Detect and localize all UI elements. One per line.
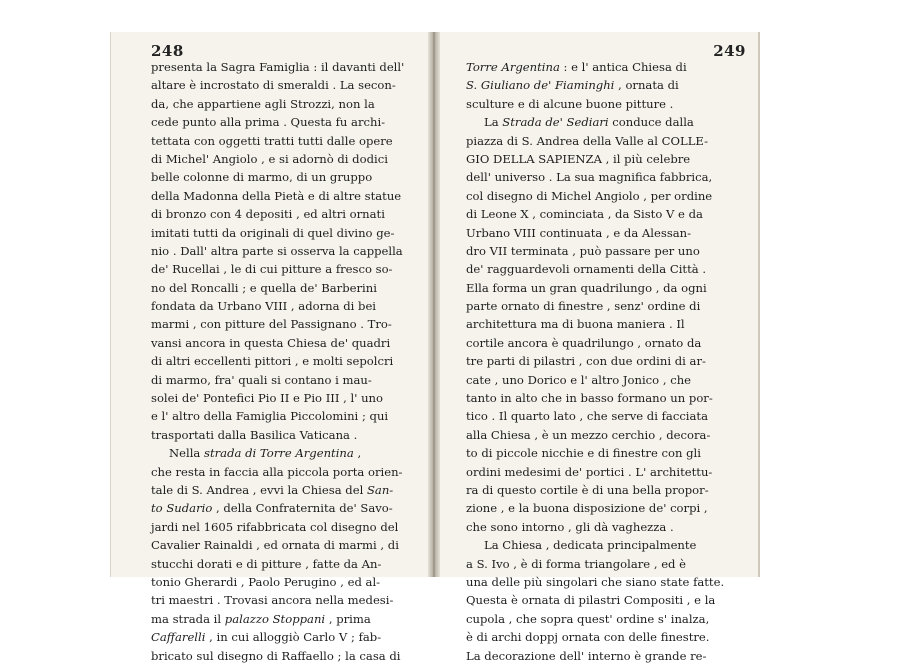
text-line: tri maestri . Trovasi ancora nella medesi- xyxy=(151,593,394,608)
text-line: de' ragguardevoli ornamenti della Città . xyxy=(466,262,707,277)
text-segment: : e l' antica Chiesa di xyxy=(559,60,687,74)
text-line: imitati tutti da originali di quel divino ge- xyxy=(151,225,395,240)
left-page xyxy=(110,32,429,663)
text-line: cortile ancora è quadrilungo , ornato da xyxy=(466,335,702,350)
text-line: piazza di S. Andrea della Valle al COLLE- xyxy=(466,133,708,148)
text-line: to di piccole nicchie e di finestre con gli xyxy=(466,446,701,461)
italic-segment: S. Giuliano de' Fiaminghi xyxy=(466,78,615,93)
text-segment: conduce dalla xyxy=(608,115,694,130)
right-page-text xyxy=(466,58,730,665)
italic-segment: San- xyxy=(366,482,394,497)
text-line xyxy=(151,444,395,462)
text-segment: , xyxy=(353,446,362,461)
text-line xyxy=(151,628,395,646)
text-line: Cavalier Rainaldi , ed ornata di marmi , di xyxy=(151,538,399,553)
text-line: di altri eccellenti pittori , e molti sepolcri xyxy=(151,354,394,369)
text-line xyxy=(151,499,395,517)
text-line: col disegno di Michel Angiolo , per ordine xyxy=(466,188,713,203)
text-line: tonio Gherardi , Paolo Perugino , ed al- xyxy=(151,574,381,589)
text-line: alla Chiesa , è un mezzo cerchio , decora- xyxy=(466,427,711,442)
text-segment: ma strada il xyxy=(151,611,225,626)
text-line: fondata da Urbano VIII , adorna di bei xyxy=(151,299,377,314)
text-line: stucchi dorati e di pitture , fatte da An- xyxy=(151,556,382,571)
text-line: di marmo, fra' quali si contano i mau- xyxy=(151,372,372,387)
text-line: tanto in alto che in basso formano un por- xyxy=(466,391,713,406)
book-gutter xyxy=(428,32,440,577)
text-line: tettata con oggetti tratti tutti dalle opere xyxy=(151,133,393,148)
text-line xyxy=(151,481,395,499)
left-page-number: 248 xyxy=(151,42,184,60)
text-segment: La xyxy=(484,115,503,130)
text-line xyxy=(466,76,730,94)
text-segment: tale di S. Andrea , evvi la Chiesa del xyxy=(151,482,367,497)
right-page xyxy=(440,32,760,663)
text-line: della Madonna della Pietà e di altre statue xyxy=(151,188,402,203)
text-line: tico . Il quarto lato , che serve di facciata xyxy=(466,409,709,424)
italic-segment: Caffarelli xyxy=(151,630,206,645)
italic-segment: Strada de' Sediari xyxy=(502,115,609,130)
italic-segment: palazzo Stoppani xyxy=(224,611,326,626)
text-line: marmi , con pitture del Passignano . Tro- xyxy=(151,317,392,332)
text-line: parte ornato di finestre , senz' ordine di xyxy=(466,299,701,314)
text-line: che sono intorno , gli dà vaghezza . xyxy=(466,519,674,534)
text-line: La decorazione dell' interno è grande re- xyxy=(466,648,707,663)
text-line: GIO DELLA SAPIENZA , il più celebre xyxy=(466,151,691,166)
text-line: a S. Ivo , è di forma triangolare , ed è xyxy=(466,556,687,571)
text-line: architettura ma di buona maniera . Il xyxy=(466,317,685,332)
text-line: nio . Dall' altra parte si osserva la cappella xyxy=(151,243,403,258)
text-line: sculture e di alcune buone pitture . xyxy=(466,96,674,111)
text-line: dell' universo . La sua magnifica fabbrica, xyxy=(466,170,713,185)
text-line: no del Roncalli ; e quella de' Barberini xyxy=(151,280,377,295)
text-line: cupola , che sopra quest' ordine s' inalza, xyxy=(466,611,710,626)
text-line: presenta la Sagra Famiglia : il davanti dell' xyxy=(151,60,405,74)
text-line: che resta in faccia alla piccola porta orien- xyxy=(151,464,403,479)
text-line: zione , e la buona disposizione de' corpi , xyxy=(466,501,708,516)
text-line: ra di questo cortile è di una bella propor- xyxy=(466,482,709,497)
left-page-text xyxy=(151,58,405,665)
text-line xyxy=(466,113,730,131)
text-line: è di archi doppj ornata con delle finestre. xyxy=(466,630,710,645)
text-line: di Michel' Angiolo , e si adornò di dodici xyxy=(151,151,388,166)
text-line: vansi ancora in questa Chiesa de' quadri xyxy=(151,335,391,350)
right-page-number: 249 xyxy=(713,42,746,60)
text-segment: , prima xyxy=(325,611,371,626)
text-line: bricato sul disegno di Raffaello ; la casa di xyxy=(151,648,401,663)
text-segment: , della Confraternita de' Savo- xyxy=(212,501,393,516)
text-line: di Leone X , cominciata , da Sisto V e da xyxy=(466,207,703,222)
text-line: ordini medesimi de' portici . L' architettu- xyxy=(466,464,713,479)
italic-segment: Torre Argentina xyxy=(466,60,560,74)
text-line: belle colonne di marmo, di un gruppo xyxy=(151,170,373,185)
italic-segment: strada di Torre Argentina xyxy=(204,446,354,461)
text-line: cate , uno Dorico e l' altro Jonico , che xyxy=(466,372,692,387)
text-segment: , ornata di xyxy=(614,78,679,93)
text-segment: , in cui alloggiò Carlo V ; fab- xyxy=(205,630,382,645)
text-line: Urbano VIII continuata , e da Alessan- xyxy=(466,225,692,240)
text-line: altare è incrostato di smeraldi . La secon- xyxy=(151,78,396,93)
text-line: dro VII terminata , può passare per uno xyxy=(466,243,700,258)
text-line: Ella forma un gran quadrilungo , da ogni xyxy=(466,280,707,295)
text-line: di bronzo con 4 depositi , ed altri ornati xyxy=(151,207,385,222)
text-line: da, che appartiene agli Strozzi, non la xyxy=(151,96,375,111)
text-segment: Nella xyxy=(169,446,205,461)
text-line xyxy=(151,610,395,628)
text-line: cede punto alla prima . Questa fu archi- xyxy=(151,115,386,130)
text-line: de' Rucellai , le di cui pitture a fresco so- xyxy=(151,262,393,277)
text-line: jardi nel 1605 rifabbricata col disegno del xyxy=(151,519,399,534)
text-line: Questa è ornata di pilastri Compositi , e la xyxy=(466,593,716,608)
text-line: una delle più singolari che siano state fatte. xyxy=(466,574,725,589)
text-line: trasportati dalla Basilica Vaticana . xyxy=(151,427,358,442)
text-line: tre parti di pilastri , con due ordini di ar- xyxy=(466,354,706,369)
text-line xyxy=(466,58,730,76)
text-line: La Chiesa , dedicata principalmente xyxy=(484,538,697,553)
text-line: e l' altro della Famiglia Piccolomini ; qui xyxy=(151,409,389,424)
text-line: solei de' Pontefici Pio II e Pio III , l' uno xyxy=(151,391,383,406)
italic-segment: to Sudario xyxy=(151,501,213,516)
